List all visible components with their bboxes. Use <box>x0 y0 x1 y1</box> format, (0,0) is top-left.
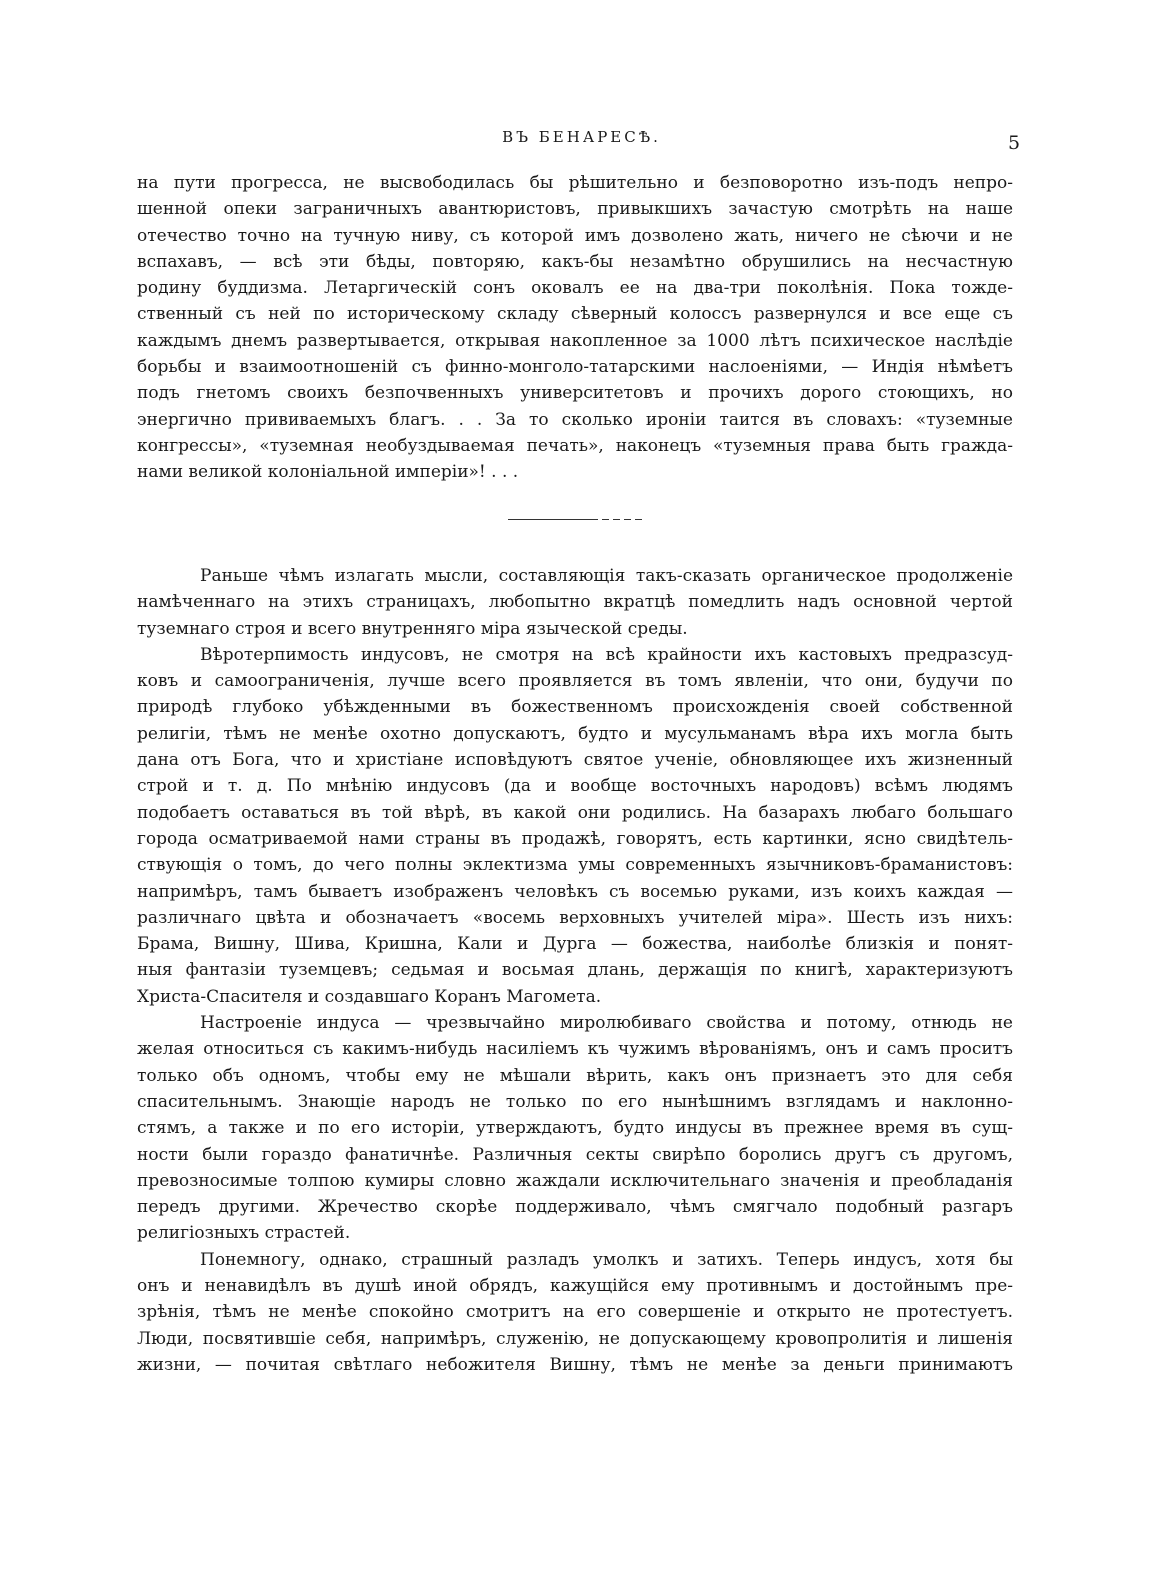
text-line: только объ одномъ, чтобы ему не мѣшали вѣрить, какъ онъ признаетъ это для себя <box>137 1065 1013 1086</box>
text-line: религіи, тѣмъ не менѣе охотно допускаютъ, будто и мусульманамъ вѣра ихъ могла быть <box>137 723 1013 744</box>
text-line: Настроеніе индуса — чрезвычайно миролюбиваго свойства и потому, отнюдь не <box>200 1013 1013 1034</box>
section-body <box>137 563 1013 1378</box>
text-line: ныя фантазіи туземцевъ; седьмая и восьмая длань, держащія по книгѣ, характеризуютъ <box>137 960 1013 981</box>
text-line: строй и т. д. По мнѣнію индусовъ (да и вообще восточныхъ народовъ) всѣмъ людямъ <box>137 776 1013 797</box>
text-line: туземнаго строя и всего внутренняго міра языческой среды. <box>137 618 688 639</box>
text-line: энергично прививаемыхъ благъ. . . За то сколько ироніи таится въ словахъ: «туземные <box>137 409 1013 430</box>
text-line: ности были гораздо фанатичнѣе. Различныя секты свирѣпо боролись другъ съ другомъ, <box>137 1144 1013 1165</box>
text-line: природѣ глубоко убѣжденными въ божественномъ происхожденія своей собственной <box>137 697 1013 718</box>
text-line: желая относиться съ какимъ-нибудь насиліемъ къ чужимъ вѣрованіямъ, онъ и самъ проситъ <box>137 1039 1013 1060</box>
text-line: дана отъ Бога, что и христіане исповѣдуютъ святое ученіе, обновляющее ихъ жизненный <box>137 750 1013 771</box>
running-head: ВЪ БЕНАРЕСѢ. <box>502 128 661 146</box>
text-line: подъ гнетомъ своихъ безпочвенныхъ университетовъ и прочихъ дорого стоющихъ, но <box>137 383 1013 404</box>
text-line: Понемногу, однако, страшный разладъ умолкъ и затихъ. Теперь индусъ, хотя бы <box>200 1249 1013 1270</box>
text-line: вспахавъ, — всѣ эти бѣды, повторяю, какъ-бы незамѣтно обрушились на несчастную <box>137 251 1013 272</box>
text-line: конгрессы», «туземная необуздываемая печать», наконецъ «туземныя права быть гражда- <box>137 435 1013 456</box>
text-line: отечество точно на тучную ниву, съ которой имъ дозволено жать, ничего не сѣючи и не <box>137 225 1013 246</box>
text-line: ствующія о томъ, до чего полны эклектизма умы современныхъ язычниковъ-браманистовъ: <box>137 855 1013 876</box>
text-line: Люди, посвятившіе себя, напримѣръ, служенію, не допускающему кровопролитія и лишенія <box>137 1328 1013 1349</box>
text-line: на пути прогресса, не высвободилась бы рѣшительно и безповоротно изъ-подъ непро- <box>137 173 1013 193</box>
text-line: нами великой колоніальной имперіи»! . . . <box>137 462 519 483</box>
text-line: зрѣнія, тѣмъ не менѣе спокойно смотритъ на его совершеніе и открыто не протестуетъ. <box>137 1302 1013 1323</box>
text-line: шенной опеки заграничныхъ авантюристовъ, привыкшихъ зачастую смотрѣть на наше <box>137 199 1013 220</box>
text-line: жизни, — почитая свѣтлаго небожителя Вишну, тѣмъ не менѣе за деньги принимаютъ <box>137 1354 1013 1375</box>
text-line: различнаго цвѣта и обозначаетъ «восемь верховныхъ учителей міра». Шесть изъ нихъ: <box>137 907 1013 928</box>
text-line: религіозныхъ страстей. <box>137 1223 351 1244</box>
text-line: стямъ, а также и по его исторіи, утверждаютъ, будто индусы въ прежнее время въ сущ- <box>137 1118 1013 1139</box>
text-line: родину буддизма. Летаргическій сонъ оковалъ ее на два-три поколѣнія. Пока тожде- <box>137 278 1013 299</box>
paragraph-1 <box>137 563 1013 642</box>
page-number: 5 <box>1008 132 1021 154</box>
paragraph-3 <box>137 1010 1013 1247</box>
text-line: спасительнымъ. Знающіе народъ не только по его нынѣшнимъ взглядамъ и наклонно- <box>137 1091 1013 1112</box>
paragraph-2 <box>137 642 1013 1010</box>
text-line: превозносимые толпою кумиры словно жаждали исключительнаго значенія и преобладанія <box>137 1170 1013 1191</box>
text-line: Раньше чѣмъ излагать мысли, составляющія такъ-сказать органическое продолженіе <box>200 566 1013 586</box>
text-line: подобаетъ оставаться въ той вѣрѣ, въ какой они родились. На базарахъ любаго большаго <box>137 802 1013 823</box>
text-line: Христа-Спасителя и создавшаго Коранъ Магомета. <box>137 986 602 1007</box>
text-line: Брама, Вишну, Шива, Кришна, Кали и Дурга — божества, наиболѣе близкія и понят- <box>137 934 1013 955</box>
text-line: борьбы и взаимоотношеній съ финно-монголо-татарскими наслоеніями, — Индія нѣмѣетъ <box>137 357 1013 378</box>
text-line: ковъ и самоограниченія, лучше всего проявляется въ томъ явленіи, что они, будучи по <box>137 671 1013 692</box>
text-line: Вѣротерпимость индусовъ, не смотря на всѣ крайности ихъ кастовыхъ предразсуд- <box>200 644 1013 665</box>
text-line: намѣченнаго на этихъ страницахъ, любопытно вкратцѣ помедлить надъ основной чертой <box>137 592 1013 613</box>
paragraph-4 <box>137 1247 1013 1378</box>
text-line: города осматриваемой нами страны въ продажѣ, говорятъ, есть картинки, ясно свидѣтель- <box>137 828 1013 849</box>
text-line: онъ и ненавидѣлъ въ душѣ иной обрядъ, кажущійся ему противнымъ и достойнымъ пре- <box>137 1276 1013 1297</box>
section-divider <box>508 519 642 520</box>
text-line: каждымъ днемъ развертывается, открывая накопленное за 1000 лѣтъ психическое наслѣдіе <box>137 330 1013 351</box>
text-line: напримѣръ, тамъ бываетъ изображенъ человѣкъ съ восемью руками, изъ коихъ каждая — <box>137 881 1013 902</box>
continuation-paragraph <box>137 170 1013 486</box>
text-line: передъ другими. Жречество скорѣе поддерживало, чѣмъ смягчало подобный разгаръ <box>137 1197 1013 1218</box>
text-line: ственный съ ней по историческому складу сѣверный колоссъ развернулся и все еще съ <box>137 304 1013 325</box>
